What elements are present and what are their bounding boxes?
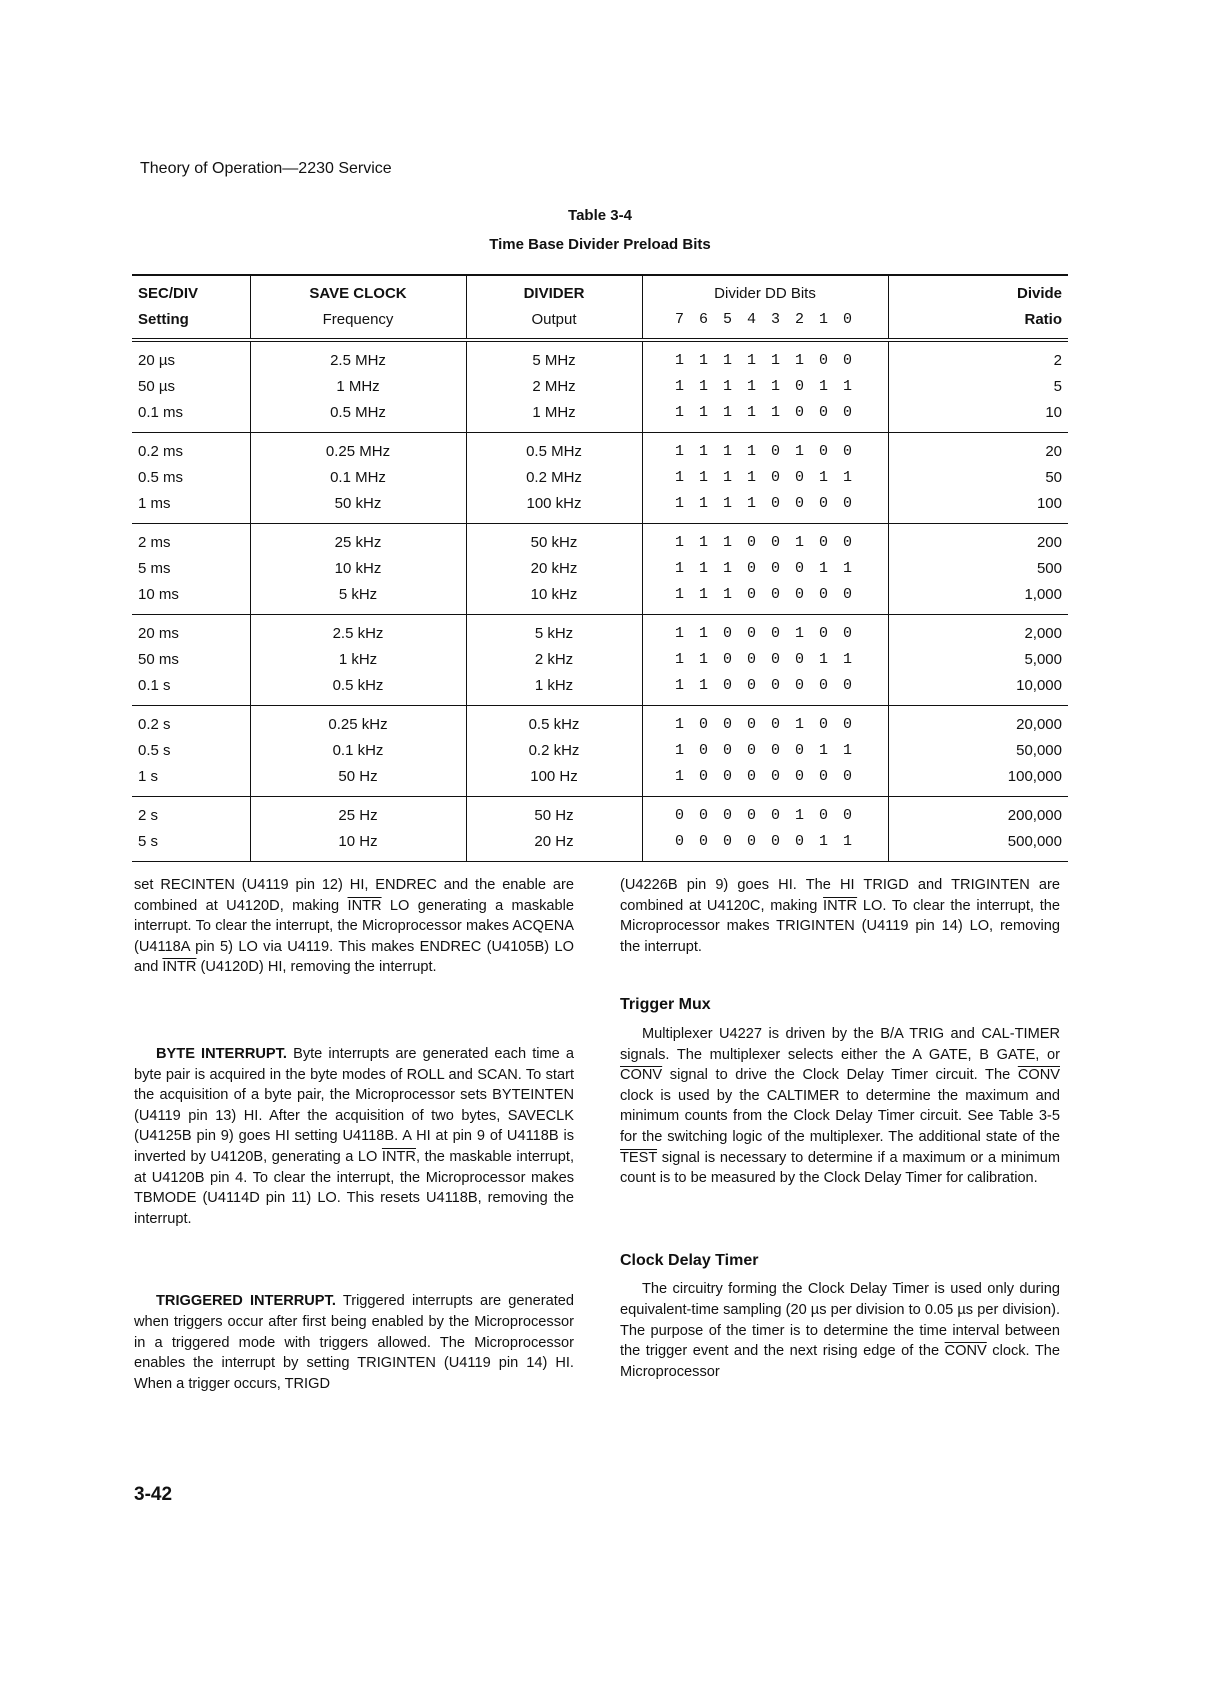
cell-save-clock: 5 kHz [250,582,466,615]
table-row [132,673,1068,706]
cell-divide-ratio: 50,000 [888,738,1068,764]
cell-setting: 0.1 s [132,673,250,706]
cell-setting: 5 s [132,829,250,862]
cell-setting: 20 µs [138,352,175,369]
cell-dd-bits: 1 1 1 1 0 1 0 0 [642,433,888,466]
cell-divider-output: 0.5 MHz [466,433,642,466]
cell-save-clock: 0.5 MHz [250,400,466,433]
header-sec-div: SEC/DIV Setting [132,275,250,340]
cell-divide-ratio: 5 [888,374,1068,400]
cell-dd-bits: 1 1 1 1 1 1 0 0 [642,340,888,374]
cell-divider-output: 50 Hz [466,797,642,830]
cell-dd-bits: 0 0 0 0 0 0 1 1 [642,829,888,862]
cell-dd-bits: 1 0 0 0 0 0 1 1 [642,738,888,764]
paragraph-byte-interrupt: BYTE INTERRUPT. Byte interrupts are generated each time a byte pair is acquired in the byte modes of ROLL and SCAN. To start the acquisition of a byte pair, the Microprocessor sets BYTEINTEN (U4119 pin 13) HI. After the acquisition of two bytes, SAVECLK (U4125B pin 9) goes HI setting U4118B. A HI at pin 9 of U4118B is inverted by U4120B, generating a LO INTR, the maskable interrupt, at U4120B pin 4. To clear the interrupt, the Microprocessor makes TBMODE (U4114D pin 11) LO. This resets U4118B, removing the interrupt. [134,1045,574,1227]
cell-divide-ratio: 500 [888,556,1068,582]
running-head: Theory of Operation—2230 Service [140,160,392,177]
cell-save-clock: 1 kHz [250,647,466,673]
heading-trigger-mux: Trigger Mux [620,996,711,1014]
cell-divide-ratio: 20 [888,433,1068,466]
cell-divide-ratio: 2 [888,340,1068,374]
cell-save-clock: 0.1 MHz [250,465,466,491]
table-row [132,374,1068,400]
cell-divide-ratio: 10,000 [888,673,1068,706]
cell-save-clock: 2.5 kHz [250,615,466,648]
cell-setting: 0.2 ms [138,443,184,460]
byte-interrupt-heading: BYTE INTERRUPT. [156,1045,287,1062]
table-title: Time Base Divider Preload Bits [489,236,711,253]
cell-save-clock: 0.5 kHz [250,673,466,706]
cell-setting: 20 ms [138,625,179,642]
table-number: Table 3-4 [568,207,632,224]
cell-divide-ratio: 20,000 [888,706,1068,739]
paragraph-trigd: (U4226B pin 9) goes HI. The HI TRIGD and TRIGINTEN are combined at U4120C, making INTR LO. To clear the interrupt, the Microprocessor makes TRIGINTEN (U4119 pin 14) LO, removing the interrupt. [620,877,1061,955]
cell-divide-ratio: 10 [888,400,1068,433]
cell-save-clock: 50 Hz [250,764,466,797]
cell-setting: 0.5 ms [138,469,184,486]
cell-divide-ratio: 5,000 [888,647,1068,673]
paragraph-clock-delay-timer: The circuitry forming the Clock Delay Timer is used only during equivalent-time sampling (20 µs per division to 0.05 µs per division). The purpose of the timer is to determine the time interval between the trigger event and the next rising edge of the CONV clock. The Microprocessor [620,1281,1060,1380]
cell-divider-output: 0.5 kHz [466,706,642,739]
table-row [132,706,1068,739]
cell-divide-ratio: 500,000 [888,829,1068,862]
cell-divider-output: 0.2 kHz [466,738,642,764]
heading-clock-delay-timer: Clock Delay Timer [620,1251,759,1269]
cell-dd-bits: 1 1 1 0 0 0 1 1 [642,556,888,582]
cell-divider-output: 2 kHz [466,647,642,673]
left-column [134,875,574,1394]
cell-divider-output: 20 Hz [466,829,642,862]
cell-divider-output: 5 MHz [466,340,642,374]
table-row [132,491,1068,524]
table-row [132,465,1068,491]
cell-setting: 0.1 ms [132,400,250,433]
cell-divide-ratio: 50 [888,465,1068,491]
cell-divider-output: 100 kHz [466,491,642,524]
cell-setting: 2 ms [138,534,171,551]
cell-divide-ratio: 100,000 [888,764,1068,797]
cell-divide-ratio: 1,000 [888,582,1068,615]
table-header [132,275,1068,340]
table-row [132,647,1068,673]
cell-divide-ratio: 200,000 [888,797,1068,830]
cell-dd-bits: 1 0 0 0 0 1 0 0 [642,706,888,739]
cell-setting: 1 s [132,764,250,797]
cell-save-clock: 10 Hz [250,829,466,862]
cell-divider-output: 0.2 MHz [466,465,642,491]
paragraph-triggered-interrupt: TRIGGERED INTERRUPT. Triggered interrupts are generated when triggers occur after first being enabled by the Microprocessor in a triggered mode with triggers allowed. The Microprocessor enables the interrupt by setting TRIGINTEN (U4119 pin 14) HI. When a trigger occurs, TRIGD [134,1293,574,1392]
table-row [132,556,1068,582]
cell-setting: 0.2 s [138,716,171,733]
cell-setting: 0.5 s [138,742,171,759]
header-ratio: Divide Ratio [888,275,1068,340]
cell-divider-output: 50 kHz [466,524,642,557]
header-divider: DIVIDER Output [466,275,642,340]
cell-dd-bits: 1 0 0 0 0 0 0 0 [642,764,888,797]
cell-save-clock: 25 kHz [250,524,466,557]
divider-preload-table [132,274,1068,862]
right-column [620,875,1060,1382]
cell-save-clock: 0.25 kHz [250,706,466,739]
cell-setting: 1 ms [132,491,250,524]
table-row [132,524,1068,557]
cell-dd-bits: 1 1 1 0 0 0 0 0 [642,582,888,615]
table-row [132,400,1068,433]
cell-save-clock: 50 kHz [250,491,466,524]
cell-divider-output: 10 kHz [466,582,642,615]
cell-dd-bits: 1 1 0 0 0 1 0 0 [642,615,888,648]
cell-dd-bits: 1 1 1 1 0 0 1 1 [642,465,888,491]
table-row [132,615,1068,648]
cell-dd-bits: 0 0 0 0 0 1 0 0 [642,797,888,830]
cell-dd-bits: 1 1 0 0 0 0 1 1 [642,647,888,673]
cell-save-clock: 25 Hz [250,797,466,830]
cell-divider-output: 100 Hz [466,764,642,797]
table-body [132,340,1068,862]
cell-divide-ratio: 200 [888,524,1068,557]
cell-dd-bits: 1 1 1 1 0 0 0 0 [642,491,888,524]
header-save-clock: SAVE CLOCK Frequency [250,275,466,340]
cell-divide-ratio: 100 [888,491,1068,524]
table-row [132,829,1068,862]
cell-save-clock: 0.25 MHz [250,433,466,466]
cell-save-clock: 2.5 MHz [250,340,466,374]
cell-save-clock: 1 MHz [250,374,466,400]
cell-setting: 5 ms [138,560,171,577]
table-row [132,582,1068,615]
paragraph-trigger-mux: Multiplexer U4227 is driven by the B/A TRIG and CAL-TIMER signals. The multiplexer selects either the A GATE, B GATE, or CONV signal to drive the Clock Delay Timer circuit. The CONV clock is used by the CALTIMER to determine the maximum and minimum counts from the Clock Delay Timer circuit. See Table 3-5 for the switching logic of the multiplexer. The additional state of the TEST signal is necessary to determine if a maximum or a minimum count is to be measured by the Clock Delay Timer for calibration. [620,1025,1060,1187]
paragraph-recinten: set RECINTEN (U4119 pin 12) HI, ENDREC and the enable are combined at U4120D, making INTR LO generating a maskable interrupt. To clear the interrupt, the Microprocessor makes ACQENA (U4118A pin 5) LO via U4119. This makes ENDREC (U4105B) LO and INTR (U4120D) HI, removing the interrupt. [134,877,575,976]
cell-divider-output: 1 MHz [466,400,642,433]
cell-dd-bits: 1 1 1 1 1 0 1 1 [642,374,888,400]
cell-save-clock: 10 kHz [250,556,466,582]
cell-divide-ratio: 2,000 [888,615,1068,648]
cell-divider-output: 5 kHz [466,615,642,648]
page-number: 3-42 [134,1484,173,1505]
table-row [132,797,1068,830]
cell-divider-output: 2 MHz [466,374,642,400]
cell-setting: 10 ms [132,582,250,615]
table-row [132,764,1068,797]
cell-divider-output: 20 kHz [466,556,642,582]
cell-dd-bits: 1 1 0 0 0 0 0 0 [642,673,888,706]
cell-setting: 50 µs [138,378,175,395]
cell-setting: 2 s [138,807,159,824]
cell-dd-bits: 1 1 1 1 1 0 0 0 [642,400,888,433]
table-row [132,433,1068,466]
cell-divider-output: 1 kHz [466,673,642,706]
cell-dd-bits: 1 1 1 0 0 1 0 0 [642,524,888,557]
triggered-interrupt-heading: TRIGGERED INTERRUPT. [156,1293,336,1310]
table-row [132,738,1068,764]
header-dd-bits: Divider DD Bits 7 6 5 4 3 2 1 0 [642,275,888,340]
table-row [132,340,1068,374]
cell-setting: 50 ms [138,651,179,668]
cell-save-clock: 0.1 kHz [250,738,466,764]
